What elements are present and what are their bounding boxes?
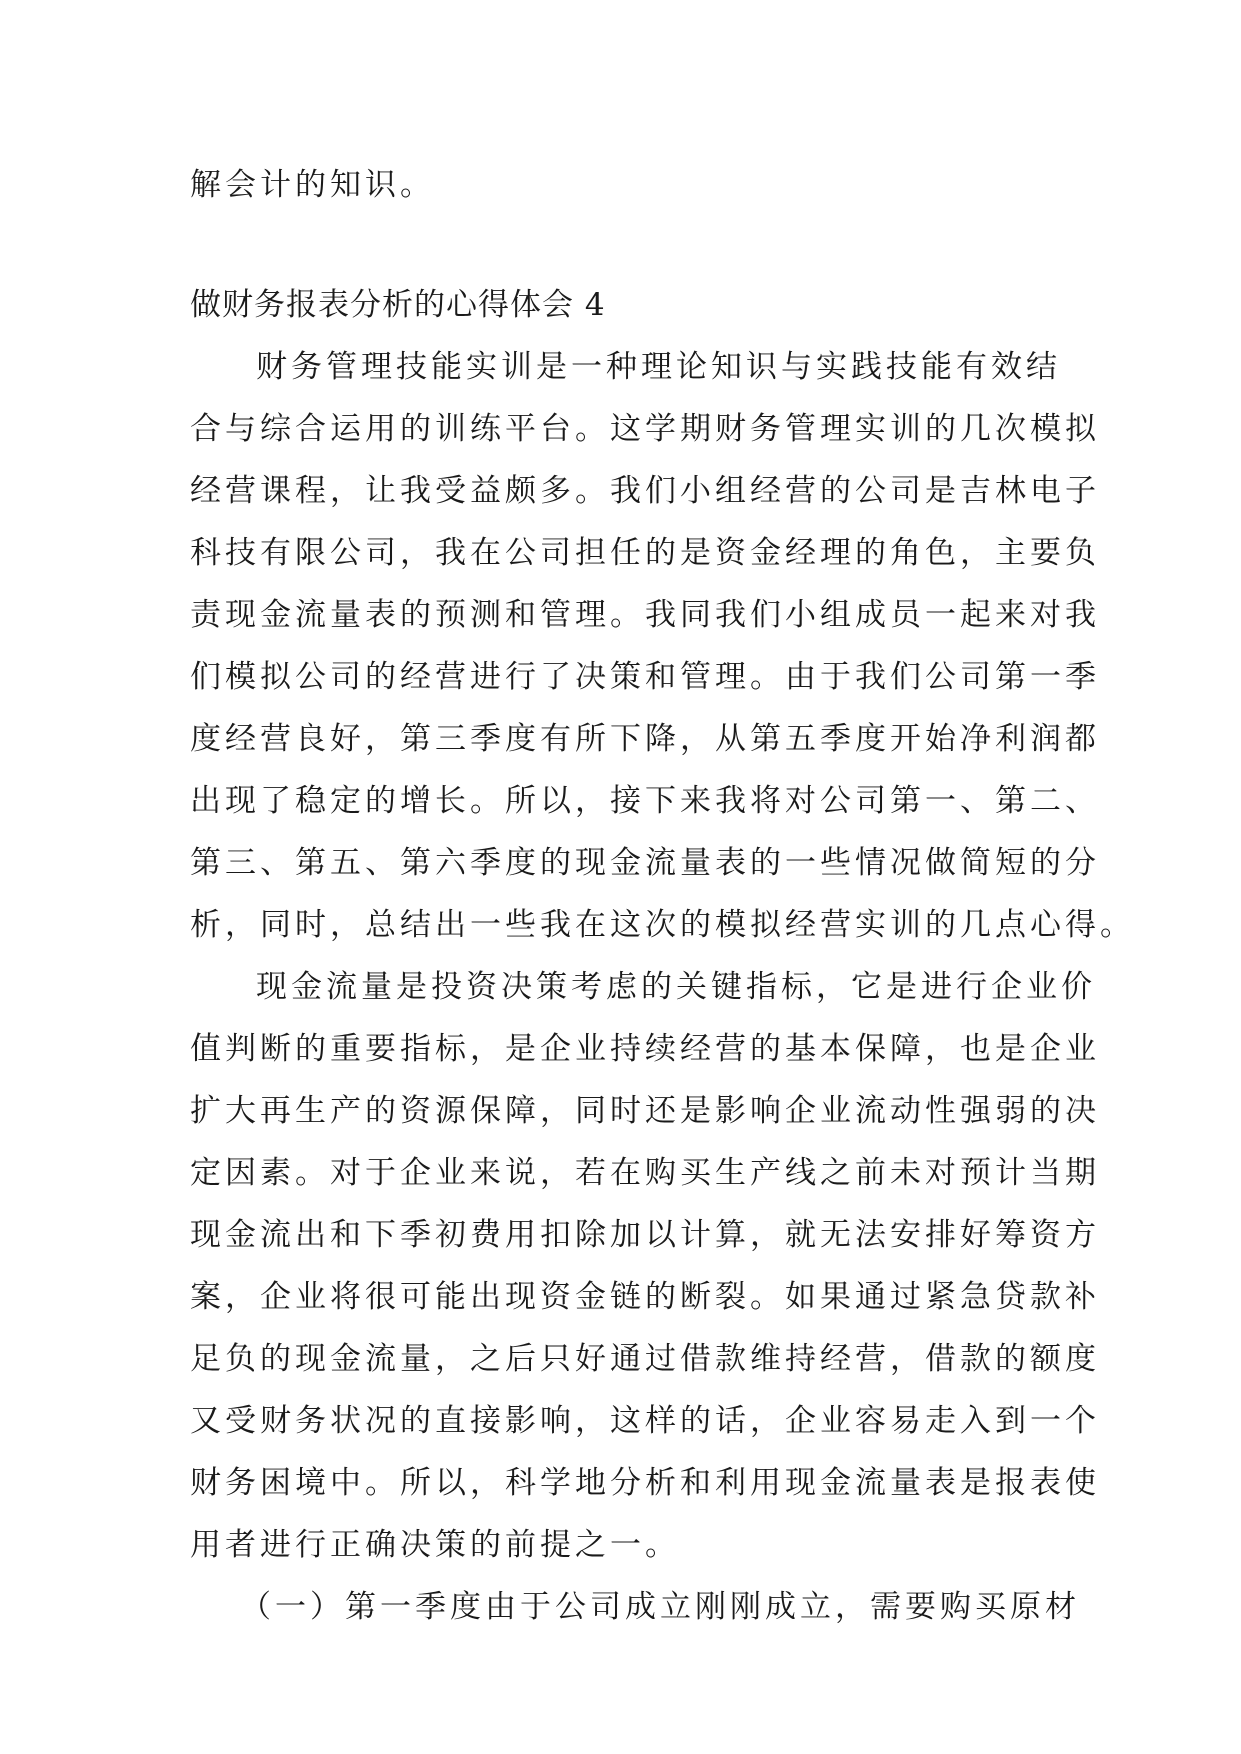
text-column <box>190 154 1135 1638</box>
paragraph-line: 用者进行正确决策的前提之一。 <box>190 1527 680 1563</box>
paragraph-line: 定因素。对于企业来说，若在购买生产线之前未对预计当期 <box>190 1155 1100 1191</box>
paragraph-line: 财务管理技能实训是一种理论知识与实践技能有效结 <box>256 349 1061 385</box>
paragraph-3 <box>190 1576 1080 1638</box>
paragraph-line: 扩大再生产的资源保障，同时还是影响企业流动性强弱的决 <box>190 1093 1100 1129</box>
paragraph-line: 值判断的重要指标，是企业持续经营的基本保障，也是企业 <box>190 1031 1100 1067</box>
paragraph-line: 责现金流量表的预测和管理。我同我们小组成员一起来对我 <box>190 597 1100 633</box>
paragraph-line: 合与综合运用的训练平台。这学期财务管理实训的几次模拟 <box>190 411 1100 447</box>
paragraph-line: 现金流出和下季初费用扣除加以计算，就无法安排好筹资方 <box>190 1217 1100 1253</box>
paragraph-line: 足负的现金流量，之后只好通过借款维持经营，借款的额度 <box>190 1341 1100 1377</box>
paragraph-line: 财务困境中。所以，科学地分析和利用现金流量表是报表使 <box>190 1465 1100 1501</box>
paragraph-line: 科技有限公司，我在公司担任的是资金经理的角色，主要负 <box>190 535 1100 571</box>
paragraph-1 <box>190 336 1135 956</box>
paragraph-2 <box>190 956 1100 1576</box>
paragraph-line: 又受财务状况的直接影响，这样的话，企业容易走入到一个 <box>190 1403 1100 1439</box>
paragraph-line: 经营课程，让我受益颇多。我们小组经营的公司是吉林电子 <box>190 473 1100 509</box>
paragraph-line: 现金流量是投资决策考虑的关键指标，它是进行企业价 <box>256 969 1096 1005</box>
paragraph-line: 案，企业将很可能出现资金链的断裂。如果通过紧急贷款补 <box>190 1279 1100 1315</box>
paragraph-line: 第三、第五、第六季度的现金流量表的一些情况做简短的分 <box>190 845 1100 881</box>
continuation-line: 解会计的知识。 <box>190 167 435 203</box>
paragraph-line: （一）第一季度由于公司成立刚刚成立，需要购买原材 <box>240 1589 1080 1625</box>
section-title: 做财务报表分析的心得体会 4 <box>190 287 606 323</box>
paragraph-line: 出现了稳定的增长。所以，接下来我将对公司第一、第二、 <box>190 783 1100 819</box>
paragraph-line: 们模拟公司的经营进行了决策和管理。由于我们公司第一季 <box>190 659 1100 695</box>
paragraph-line: 析，同时，总结出一些我在这次的模拟经营实训的几点心得。 <box>190 907 1135 943</box>
paragraph-line: 度经营良好，第三季度有所下降，从第五季度开始净利润都 <box>190 721 1100 757</box>
